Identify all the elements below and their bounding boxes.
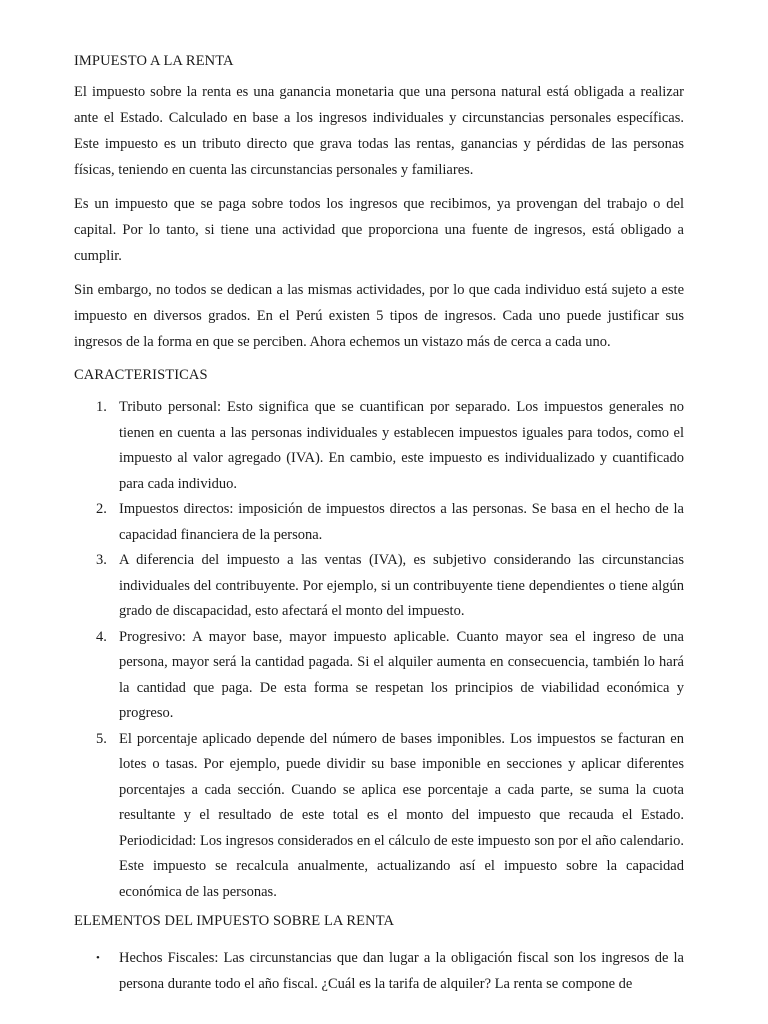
paragraph-ingresos: Es un impuesto que se paga sobre todos los ingresos que recibimos, ya provengan del trabajo o del capital. Por lo tanto, si tiene una actividad que proporciona una fuente de ingresos, está obligado a cumplir. — [74, 196, 684, 264]
list-item-text: El porcentaje aplicado depende del número de bases imponibles. Los impuestos se facturan en lotes o tasas. Por ejemplo, puede dividir su base imponible en secciones y aplicar diferentes porcentajes a cada sección. Cuando se aplica ese porcentaje a cada parte, se suma la cuota resultante y el resultado de este total es el monto del impuesto que recauda el Estado. Periodicidad: Los ingresos considerados en el cálculo de este impuesto son por el año calendario. Este impuesto se recalcula anualmente, actualizando así el impuesto sobre la capacidad económica de las personas. — [119, 730, 684, 900]
list-item-text: Progresivo: A mayor base, mayor impuesto aplicable. Cuanto mayor sea el ingreso de una persona, mayor será la cantidad pagada. Si el alquiler aumenta en consecuencia, también lo hará la cantidad que paga. De esta forma se respetan los principios de viabilidad económica y progreso. — [119, 628, 684, 721]
list-number: 5. — [96, 730, 107, 747]
list-item-text: Hechos Fiscales: Las circunstancias que dan lugar a la obligación fiscal son los ingresos de la persona durante todo el año fiscal. ¿Cuál es la tarifa de alquiler? La renta se compone de — [119, 950, 684, 992]
list-item-text: A diferencia del impuesto a las ventas (IVA), es subjetivo considerando las circunstancias individuales del contribuyente. Por ejemplo, si un contribuyente tiene dependientes o tiene algún grado de discapacidad, esto afectará el monto del impuesto. — [119, 552, 684, 619]
list-item — [74, 727, 684, 906]
bullet-icon: • — [96, 952, 100, 964]
elements-list — [74, 945, 684, 997]
list-item-text: Impuestos directos: imposición de impuestos directos a las personas. Se basa en el hecho de la capacidad financiera de la persona. — [119, 501, 684, 543]
list-item-text: Tributo personal: Esto significa que se cuantifican por separado. Los impuestos generales no tienen en cuenta a las personas individuales y establecen impuestos iguales para todos, como el impuesto al valor agregado (IVA). En cambio, este impuesto es individualizado y cuantificado para cada individuo. — [119, 399, 684, 492]
paragraph-intro: El impuesto sobre la renta es una ganancia monetaria que una persona natural está obligada a realizar ante el Estado. Calculado en base a los ingresos individuales y circunstancias personales específicas. Este impuesto es un tributo directo que grava todas las rentas, ganancias y pérdidas de las personas físicas, teniendo en cuenta las circunstancias personales y familiares. — [74, 84, 684, 178]
section-heading-caracteristicas: CARACTERISTICAS — [74, 367, 208, 383]
list-item — [74, 625, 684, 727]
section-heading-impuesto: IMPUESTO A LA RENTA — [74, 53, 234, 69]
section-heading-elementos: ELEMENTOS DEL IMPUESTO SOBRE LA RENTA — [74, 913, 395, 929]
list-number: 2. — [96, 501, 107, 517]
paragraph-tipos: Sin embargo, no todos se dedican a las mismas actividades, por lo que cada individuo está sujeto a este impuesto en diversos grados. En el Perú existen 5 tipos de ingresos. Cada uno puede justificar sus ingresos de la forma en que se perciben. Ahora echemos un vistazo más de cerca a cada uno. — [74, 282, 684, 350]
list-item — [74, 395, 684, 497]
characteristics-list — [74, 395, 684, 905]
list-item — [74, 548, 684, 625]
list-item — [74, 497, 684, 548]
list-item — [74, 945, 684, 997]
list-number: 1. — [96, 399, 107, 415]
list-number: 4. — [96, 628, 107, 645]
list-number: 3. — [96, 552, 107, 568]
